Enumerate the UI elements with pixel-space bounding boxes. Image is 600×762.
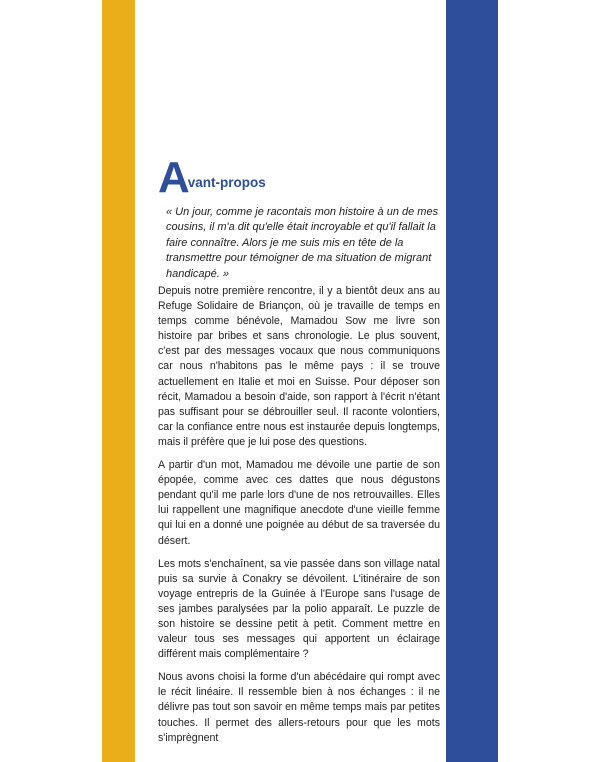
paragraph: Nous avons choisi la forme d'un abécédaire qui rompt avec le récit linéaire. Il ressemble bien à nos échanges : il ne délivre pas tout son savoir en même temps mais par petites touches. Il permet des allers-retours pour que les mots s'imprègnent xyxy=(158,671,440,744)
left-yellow-bar xyxy=(102,0,135,762)
body-text xyxy=(158,284,440,754)
section-heading xyxy=(158,153,266,202)
heading-initial: A xyxy=(158,153,190,202)
paragraph: Depuis notre première rencontre, il y a bientôt deux ans au Refuge Solidaire de Briançon, où je travaille de temps en temps comme bénévole, Mamadou Sow me livre son histoire par bribes et sans chronologie. Le plus souvent, c'est par des messages vocaux que nous communiquons car nous n'habitons pas le même pays : il se trouve actuellement en Italie et moi en Suisse. Pour déposer son récit, Mamadou a besoin d'aide, son rapport à l'écrit n'étant pas suffisant pour se débrouiller seul. Il raconte volontiers, car la confiance entre nous est instaurée depuis longtemps, mais il préfère que je lui pose des questions. xyxy=(158,285,440,448)
heading-text: vant-propos xyxy=(187,175,266,190)
paragraph: A partir d'un mot, Mamadou me dévoile une partie de son épopée, comme avec ces dattes que nous dégustons pendant qu'il me parle lors d'une de nos retrouvailles. Elles lui rappellent une magnifique anecdote d'une vieille femme qui lui en a donné une poignée au début de sa traversée du désert. xyxy=(158,459,440,547)
paragraph: Les mots s'enchaînent, sa vie passée dans son village natal puis sa survie à Conakry se dévoilent. L'itinéraire de son voyage entrepris de la Guinée à l'Europe sans l'usage de ses jambes paralysées par la polio apparaît. Le puzzle de son histoire se dessine petit à petit. Comment mettre en valeur tous ses messages qui apportent un éclairage différent mais complémentaire ? xyxy=(158,557,440,661)
right-blue-bar xyxy=(446,0,498,762)
opening-quote: « Un jour, comme je racontais mon histoire à un de mes cousins, il m'a dit qu'elle était incroyable et qu'il fallait la faire connaître. Alors je me suis mis en tête de la transmettre pour témoigner de ma situation de migrant handicapé. » xyxy=(166,206,439,280)
